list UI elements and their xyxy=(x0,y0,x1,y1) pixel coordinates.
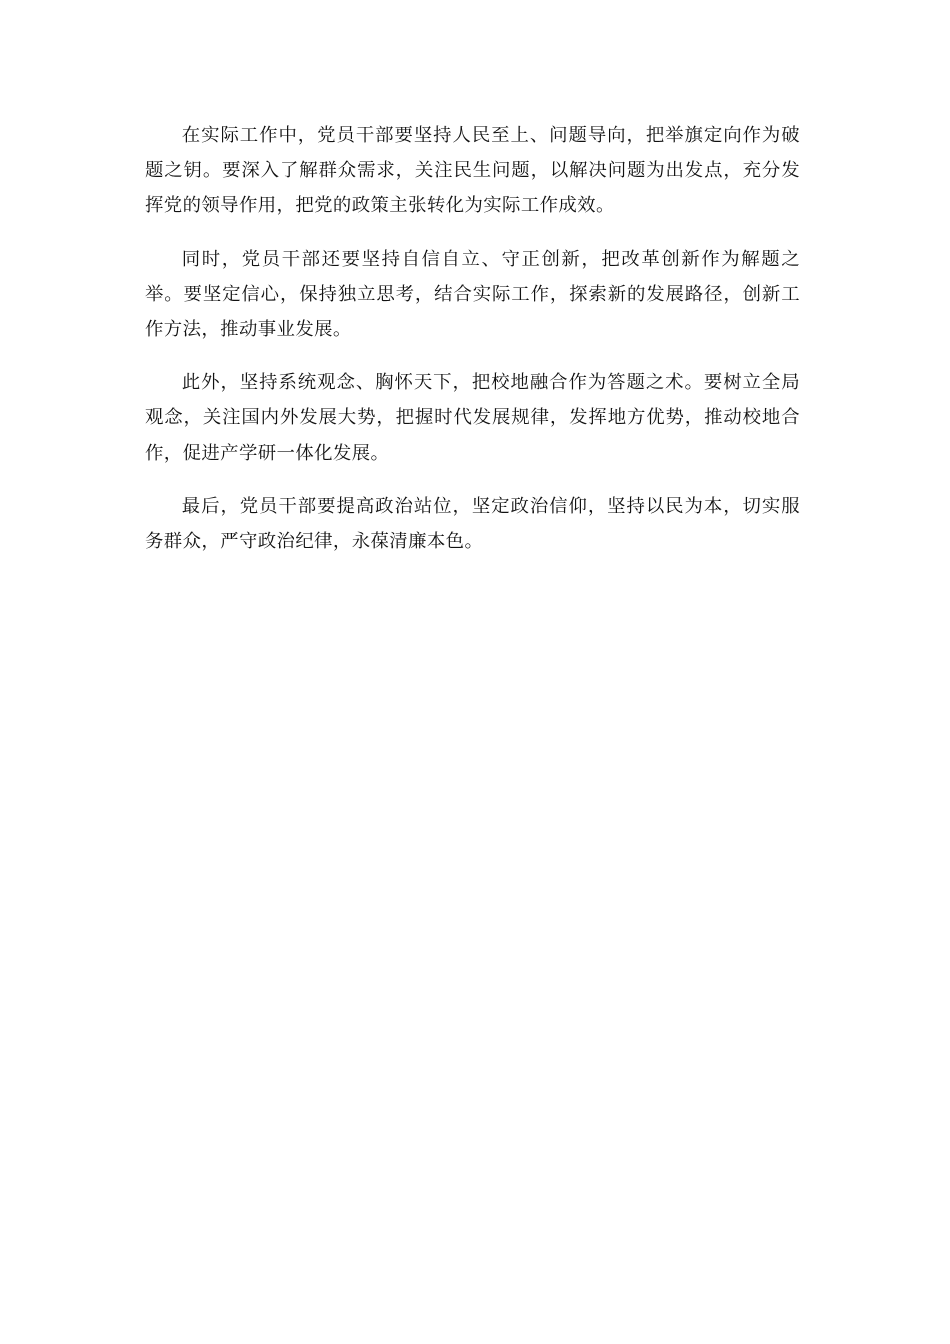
document-body xyxy=(145,118,800,577)
paragraph-3: 此外，坚持系统观念、胸怀天下，把校地融合作为答题之术。要树立全局观念，关注国内外发展大势，把握时代发展规律，发挥地方优势，推动校地合作，促进产学研一体化发展。 xyxy=(145,372,800,464)
paragraph-1: 在实际工作中，党员干部要坚持人民至上、问题导向，把举旗定向作为破题之钥。要深入了解群众需求，关注民生问题，以解决问题为出发点，充分发挥党的领导作用，把党的政策主张转化为实际工作成效。 xyxy=(145,125,800,217)
paragraph-2: 同时，党员干部还要坚持自信自立、守正创新，把改革创新作为解题之举。要坚定信心，保持独立思考，结合实际工作，探索新的发展路径，创新工作方法，推动事业发展。 xyxy=(145,248,800,341)
paragraph-4: 最后，党员干部要提高政治站位，坚定政治信仰，坚持以民为本，切实服务群众，严守政治纪律，永葆清廉本色。 xyxy=(145,495,800,553)
